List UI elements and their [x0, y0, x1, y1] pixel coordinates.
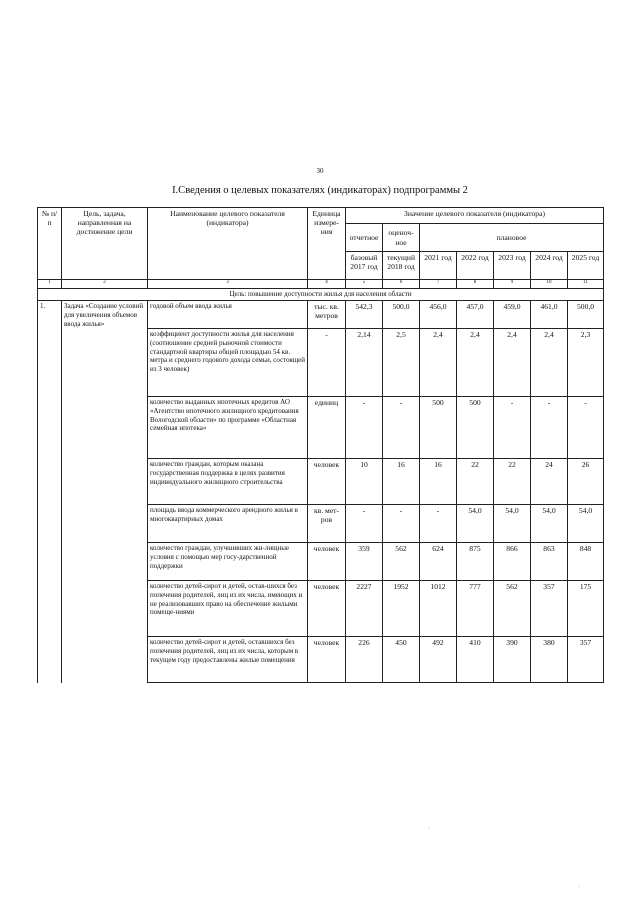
indicator-name: количество граждан, улучшивших жи-лищные условия с помощью мер госу-дарственной поддержки: [148, 543, 308, 581]
value-cell: 562: [494, 581, 531, 637]
indicator-name: количество детей-сирот и детей, оставшихся без попечения родителей, лиц из их числа, которым в текущем году предоставлены жилые помещения: [148, 637, 308, 683]
value-cell: 500,0: [383, 301, 420, 329]
value-cell: 459,0: [494, 301, 531, 329]
column-number: 10: [531, 280, 568, 289]
column-number: 9: [494, 280, 531, 289]
value-cell: 461,0: [531, 301, 568, 329]
value-cell: -: [531, 397, 568, 459]
value-cell: 2,3: [568, 329, 604, 397]
column-number: 4: [308, 280, 346, 289]
value-cell: 390: [494, 637, 531, 683]
value-cell: 10: [346, 459, 383, 505]
indicator-unit: человек: [308, 581, 346, 637]
value-cell: 357: [531, 581, 568, 637]
indicators-table: [37, 207, 604, 683]
column-number: 3: [148, 280, 308, 289]
value-cell: 2,4: [457, 329, 494, 397]
value-cell: 542,3: [346, 301, 383, 329]
header-year: 2025 год: [568, 252, 604, 280]
value-cell: 22: [457, 459, 494, 505]
value-cell: 26: [568, 459, 604, 505]
header-indicator-name: Наименование целевого показателя (индикатора): [148, 208, 308, 280]
column-number: 6: [383, 280, 420, 289]
value-cell: 624: [420, 543, 457, 581]
header-goal: Цель, задача, направленная на достижение цели: [62, 208, 148, 280]
value-cell: 54,0: [457, 505, 494, 543]
header-year: 2024 год: [531, 252, 568, 280]
task-number: 1.: [38, 301, 62, 683]
value-cell: 500,0: [568, 301, 604, 329]
header-unit: Единица измере-ния: [308, 208, 346, 280]
value-cell: 54,0: [568, 505, 604, 543]
value-cell: 2,4: [494, 329, 531, 397]
value-cell: 359: [346, 543, 383, 581]
value-cell: 562: [383, 543, 420, 581]
header-year: текущий 2018 год: [383, 252, 420, 280]
value-cell: 500: [420, 397, 457, 459]
column-number: 2: [62, 280, 148, 289]
value-cell: 457,0: [457, 301, 494, 329]
value-cell: 2,5: [383, 329, 420, 397]
value-cell: 16: [383, 459, 420, 505]
value-cell: 777: [457, 581, 494, 637]
indicator-name: количество выданных ипотечных кредитов АО «Агентство ипотечного жилищного кредитования Вологодской области» по программе «Областная семейная ипотека»: [148, 397, 308, 459]
value-cell: 2,4: [420, 329, 457, 397]
column-number: 7: [420, 280, 457, 289]
value-cell: 2,4: [531, 329, 568, 397]
value-cell: 2,14: [346, 329, 383, 397]
indicator-name: годовой объем ввода жилья: [148, 301, 308, 329]
goal-row: Цель: повышение доступности жилья для населения области: [38, 289, 604, 301]
indicator-name: площадь ввода коммерческого арендного жилья в многоквартирных домах: [148, 505, 308, 543]
value-cell: 863: [531, 543, 568, 581]
table-row: [38, 301, 604, 329]
value-cell: 456,0: [420, 301, 457, 329]
value-cell: 1952: [383, 581, 420, 637]
header-value: Значение целевого показателя (индикатора): [346, 208, 604, 224]
header-year: 2021 год: [420, 252, 457, 280]
column-number: 11: [568, 280, 604, 289]
indicator-unit: кв. мет-ров: [308, 505, 346, 543]
document-title: I.Сведения о целевых показателях (индикаторах) подпрограммы 2: [172, 185, 468, 196]
scan-speck: ·: [578, 884, 580, 890]
header-estimated: оценоч-ное: [383, 224, 420, 252]
scan-speck: ·: [428, 826, 430, 832]
column-number: 5: [346, 280, 383, 289]
header-planned: плановое: [420, 224, 604, 252]
indicator-name: коэффициент доступности жилья для населения (соотношение средней рыночной стоимости стандартной квартиры общей площадью 54 кв. метра и среднего годового дохода семьи, состоящей из 3 человек): [148, 329, 308, 397]
value-cell: 875: [457, 543, 494, 581]
value-cell: 226: [346, 637, 383, 683]
value-cell: -: [346, 397, 383, 459]
value-cell: 22: [494, 459, 531, 505]
indicator-unit: человек: [308, 637, 346, 683]
header-num: № п/п: [38, 208, 62, 280]
value-cell: 380: [531, 637, 568, 683]
value-cell: 54,0: [494, 505, 531, 543]
column-number: 1: [38, 280, 62, 289]
header-year: 2023 год: [494, 252, 531, 280]
indicator-name: количество граждан, которым оказана государственная поддержка в целях развития индивидуального жилищного строительства: [148, 459, 308, 505]
value-cell: -: [346, 505, 383, 543]
indicator-unit: человек: [308, 543, 346, 581]
value-cell: -: [383, 505, 420, 543]
value-cell: 24: [531, 459, 568, 505]
value-cell: -: [383, 397, 420, 459]
task-text: Задача «Создание условий для увеличения объемов ввода жилья»: [62, 301, 148, 683]
indicator-unit: -: [308, 329, 346, 397]
value-cell: 16: [420, 459, 457, 505]
indicator-unit: тыс. кв. метров: [308, 301, 346, 329]
value-cell: -: [568, 397, 604, 459]
page-number: 30: [316, 167, 324, 175]
value-cell: 1012: [420, 581, 457, 637]
indicator-unit: единиц: [308, 397, 346, 459]
value-cell: 848: [568, 543, 604, 581]
value-cell: -: [420, 505, 457, 543]
value-cell: 866: [494, 543, 531, 581]
value-cell: 2227: [346, 581, 383, 637]
value-cell: 175: [568, 581, 604, 637]
value-cell: 492: [420, 637, 457, 683]
indicator-name: количество детей-сирот и детей, остав-шихся без попечения родителей, лиц из их числа, имеющих и не реализовавших право на обеспечение жилыми помеще-ниями: [148, 581, 308, 637]
value-cell: 410: [457, 637, 494, 683]
column-number: 8: [457, 280, 494, 289]
header-year: базовый 2017 год: [346, 252, 383, 280]
value-cell: 54,0: [531, 505, 568, 543]
value-cell: 357: [568, 637, 604, 683]
value-cell: 500: [457, 397, 494, 459]
value-cell: 450: [383, 637, 420, 683]
indicator-unit: человек: [308, 459, 346, 505]
header-reported: отчетное: [346, 224, 383, 252]
header-year: 2022 год: [457, 252, 494, 280]
value-cell: -: [494, 397, 531, 459]
